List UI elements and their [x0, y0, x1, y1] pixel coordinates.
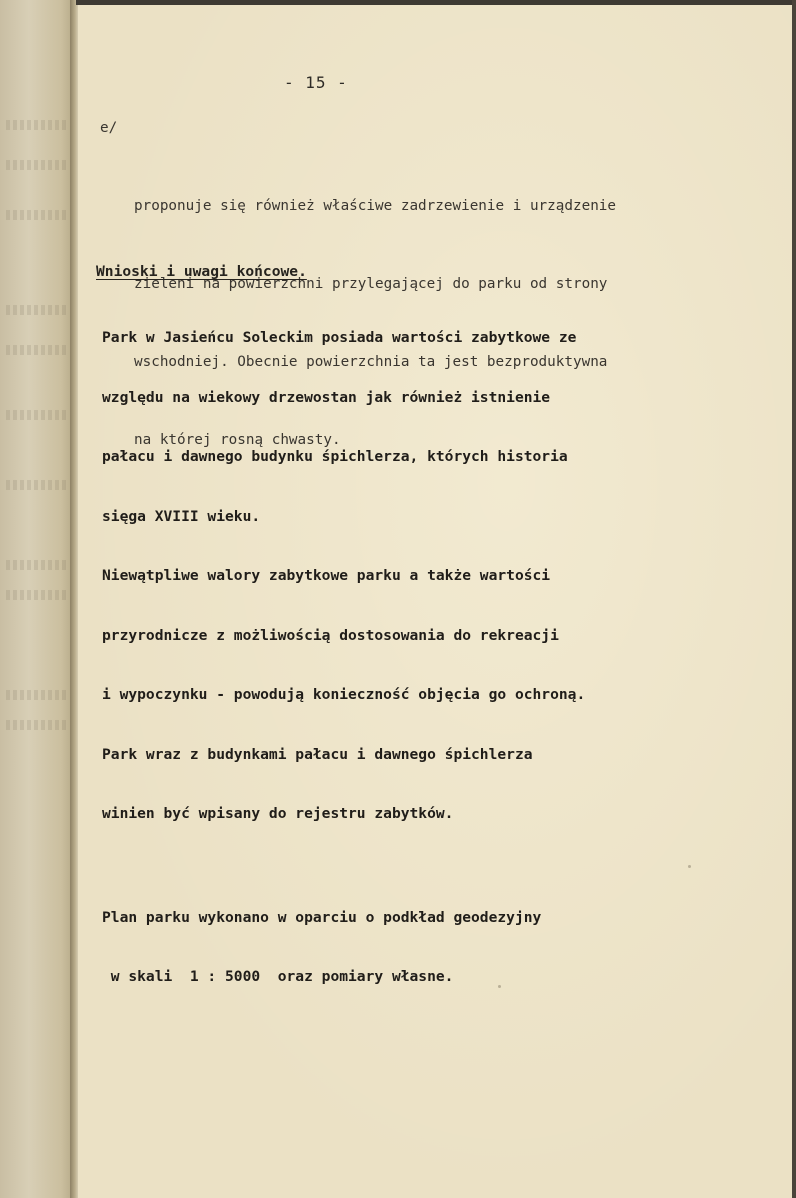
- bleed-through-text: [6, 160, 66, 170]
- binding-gutter: [70, 0, 78, 1198]
- bleed-through-text: [6, 120, 66, 130]
- paragraph-line: na której rosną chwasty.: [134, 432, 341, 448]
- section-heading: Wnioski i uwagi końcowe.: [96, 263, 307, 280]
- conclusions-section: [102, 291, 782, 1024]
- bleed-through-text: [6, 480, 66, 490]
- paper-speck: [108, 637, 111, 640]
- plan-note-line: w skali 1 : 5000 oraz pomiary własne.: [102, 968, 454, 985]
- paper-speck: [498, 985, 501, 988]
- paragraph-line: pałacu i dawnego budynku śpichlerza, których historia: [102, 448, 568, 465]
- document-page: [78, 5, 792, 1198]
- adjacent-page-edge: [0, 0, 72, 1198]
- paragraph-line: proponuje się również właściwe zadrzewienie i urządzenie: [134, 198, 617, 214]
- bleed-through-text: [6, 720, 66, 730]
- paragraph-line: Park wraz z budynkami pałacu i dawnego śpichlerza: [102, 745, 533, 763]
- bleed-through-text: [6, 210, 66, 220]
- plan-note-line: Plan parku wykonano w oparciu o podkład geodezyjny: [102, 908, 542, 926]
- bleed-through-text: [6, 590, 66, 600]
- bleed-through-text: [6, 345, 66, 355]
- list-marker: e/: [100, 120, 118, 136]
- page-number: - 15 -: [284, 73, 348, 92]
- paragraph-line: Park w Jasieńcu Soleckim posiada wartości zabytkowe ze: [102, 329, 577, 346]
- bleed-through-text: [6, 305, 66, 315]
- paragraph-line: winien być wpisany do rejestru zabytków.: [102, 805, 454, 822]
- scan-top-edge: [76, 0, 796, 5]
- paragraph-line: względu na wiekowy drzewostan jak również istnienie: [102, 388, 551, 406]
- paragraph-line: Niewątpliwe walory zabytkowe parku a także wartości: [102, 567, 551, 584]
- paper-speck: [688, 865, 691, 868]
- bleed-through-text: [6, 690, 66, 700]
- scan-right-edge: [792, 0, 796, 1198]
- bleed-through-text: [6, 560, 66, 570]
- paragraph-line: przyrodnicze z możliwością dostosowania do rekreacji: [102, 626, 559, 644]
- paragraph-line: wschodniej. Obecnie powierzchnia ta jest bezproduktywna: [134, 354, 608, 370]
- paragraph-line: i wypoczynku - powodują konieczność objęcia go ochroną.: [102, 686, 586, 703]
- paragraph-gap: [102, 861, 782, 871]
- paragraph-line: zieleni na powierzchni przylegającej do parku od strony: [134, 276, 608, 292]
- paragraph-line: sięga XVIII wieku.: [102, 507, 261, 525]
- bleed-through-text: [6, 410, 66, 420]
